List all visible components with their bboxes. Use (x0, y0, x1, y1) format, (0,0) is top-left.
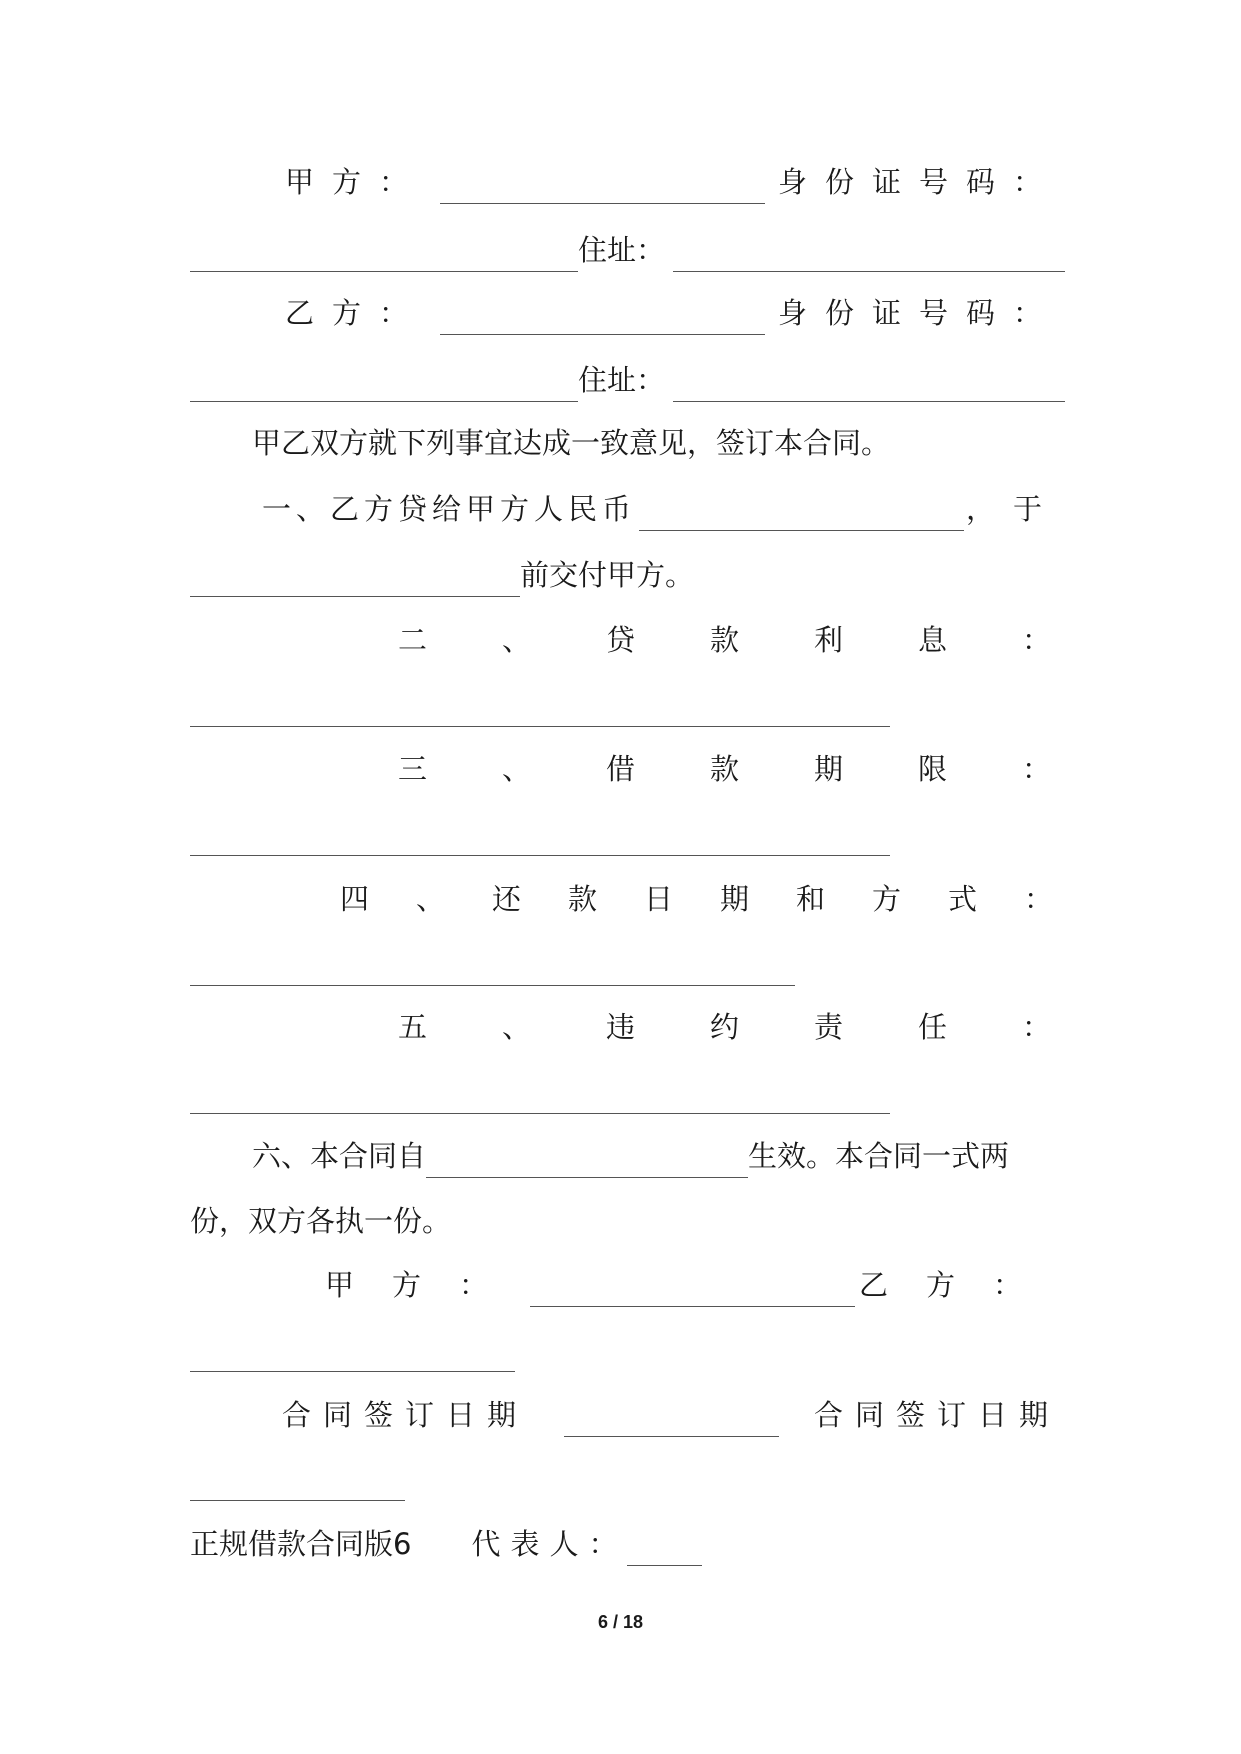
clause5-blank-line (190, 1070, 1060, 1114)
clause6-post-text: 生效。本合同一式两 (748, 1139, 1010, 1173)
clause1-mid-text: ，于 (965, 492, 1060, 526)
clause3-line (398, 747, 1127, 791)
liability-blank[interactable] (190, 1083, 890, 1114)
party-b-id-blank[interactable] (190, 371, 578, 402)
effective-date-blank[interactable] (426, 1147, 748, 1178)
sign-date-b-blank[interactable] (190, 1470, 405, 1501)
footer-line (190, 1522, 1060, 1566)
party-a-id-blank[interactable] (190, 241, 578, 272)
party-a-label: 甲方： (285, 165, 427, 199)
representative-blank[interactable] (627, 1535, 702, 1566)
sign-party-b-blank-line (190, 1328, 1060, 1372)
sign-party-a-blank[interactable] (530, 1276, 855, 1307)
clause3-text: 三、借款期限： (398, 752, 1127, 786)
party-a-line (190, 160, 1060, 204)
clause5-text: 五、违约责任： (398, 1010, 1127, 1044)
clause1-end-line (190, 553, 1060, 597)
loan-term-blank[interactable] (190, 825, 890, 856)
signature-line (325, 1263, 1060, 1307)
party-a-name-blank[interactable] (440, 173, 765, 204)
clause1-end-text: 前交付甲方。 (520, 558, 695, 592)
sign-party-a-label: 甲方： (325, 1268, 527, 1302)
clause2-line (398, 618, 1127, 662)
party-a-address-line (190, 228, 1060, 272)
clause6-end-line (190, 1199, 1060, 1243)
footer-title: 正规借款合同版6 (190, 1527, 412, 1561)
party-a-address-blank[interactable] (673, 241, 1065, 272)
delivery-date-blank[interactable] (190, 566, 520, 597)
party-b-line (190, 291, 1060, 335)
clause4-text: 四、还款日期和方式： (340, 882, 1101, 916)
party-a-address-label: 住址： (578, 233, 666, 267)
sign-party-b-blank[interactable] (190, 1341, 515, 1372)
party-b-name-blank[interactable] (440, 304, 765, 335)
loan-amount-blank[interactable] (639, 500, 964, 531)
party-b-label: 乙方： (285, 296, 427, 330)
party-b-address-label: 住址： (578, 363, 666, 397)
page-number: 6 / 18 (597, 1612, 644, 1632)
clause6-line (252, 1134, 1062, 1178)
party-b-address-blank[interactable] (673, 371, 1065, 402)
clause1-line (262, 487, 1060, 531)
sign-date-b-blank-line (190, 1457, 1060, 1501)
clause1-pre-text: 一、乙方贷给甲方人民币 (262, 492, 637, 526)
repayment-blank[interactable] (190, 955, 795, 986)
clause4-blank-line (190, 942, 1060, 986)
intro-line (252, 421, 1062, 465)
sign-date-a-blank[interactable] (564, 1406, 779, 1437)
party-b-id-label: 身份证号码： (777, 296, 1060, 330)
loan-interest-blank[interactable] (190, 696, 890, 727)
clause2-text: 二、贷款利息： (398, 623, 1127, 657)
sign-date-a-label: 合同签订日期 (282, 1398, 529, 1432)
sign-party-b-label: 乙方： (858, 1268, 1060, 1302)
clause5-line (398, 1005, 1127, 1049)
representative-label: 代表人： (471, 1527, 628, 1561)
sign-date-line (282, 1393, 1060, 1437)
intro-text: 甲乙双方就下列事宜达成一致意见，签订本合同。 (252, 426, 891, 460)
sign-date-b-label: 合同签订日期 (813, 1398, 1060, 1432)
clause2-blank-line (190, 683, 1060, 727)
party-a-id-label: 身份证号码： (777, 165, 1060, 199)
clause6-pre-text: 六、本合同自 (252, 1139, 427, 1173)
party-b-address-line (190, 358, 1060, 402)
clause6-end-text: 份，双方各执一份。 (190, 1204, 452, 1238)
clause4-line (340, 877, 1101, 921)
clause3-blank-line (190, 812, 1060, 856)
